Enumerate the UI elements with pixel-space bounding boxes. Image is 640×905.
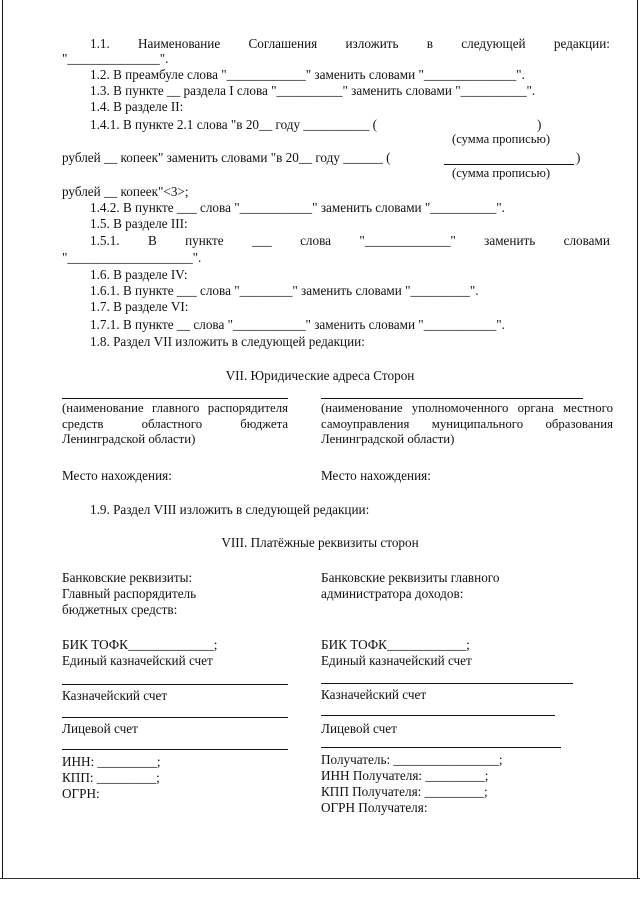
section-7-title: VII. Юридические адреса Сторон [225, 368, 415, 383]
word: В [147, 233, 157, 248]
right-header-line-1: Банковские реквизиты главного [321, 570, 500, 585]
left-ogrn: ОГРН: [62, 786, 100, 801]
word: в [426, 36, 434, 51]
right-header-line-2: администратора доходов: [321, 586, 464, 601]
left-personal-account-line [62, 749, 288, 750]
right-recipient-inn: ИНН Получателя: _________; [321, 768, 489, 783]
item-1-5-1 [90, 233, 610, 248]
left-kpp: КПП: _________; [62, 770, 160, 785]
item-1-6: 1.6. В разделе IV: [90, 267, 188, 282]
right-single-account-line [321, 683, 573, 684]
right-party-caption: (наименование уполномоченного органа местного самоуправления муниципального образования Ленинградской области) [321, 401, 613, 446]
word: словами [563, 233, 610, 248]
blank-line [444, 164, 574, 165]
page-border-bottom [0, 878, 640, 879]
right-single-account-label: Единый казначейский счет [321, 653, 472, 668]
item-1-8: 1.8. Раздел VII изложить в следующей редакции: [90, 334, 365, 349]
word: "_____________" [359, 233, 456, 248]
item-1-4: 1.4. В разделе II: [90, 99, 184, 114]
word: 1.1. [90, 36, 110, 51]
sum-in-words-1: (сумма прописью) [452, 132, 551, 146]
item-1-7: 1.7. В разделе VI: [90, 299, 189, 314]
right-personal-account-line [321, 747, 561, 748]
word: пункте [185, 233, 224, 248]
left-personal-account-label: Лицевой счет [62, 721, 138, 736]
item-1-4-1 [90, 117, 377, 132]
item-1-3: 1.3. В пункте __ раздела I слова "__________" заменить словами "__________". [90, 83, 536, 98]
word: заменить [484, 233, 536, 248]
left-header-line-3: бюджетных средств: [62, 602, 178, 617]
right-treasury-account-label: Казначейский счет [321, 687, 427, 702]
left-party-caption: (наименование главного распорядителя средств областного бюджета Ленинградской области) [62, 401, 288, 446]
word: следующей [461, 36, 526, 51]
left-header-line-1: Банковские реквизиты: [62, 570, 193, 585]
item-1-6-1: 1.6.1. В пункте ___ слова "________" заменить словами "_________". [90, 283, 479, 298]
word: слова [300, 233, 331, 248]
paren-close-2: ) [576, 150, 581, 165]
page-border-right [637, 0, 638, 878]
item-1-9: 1.9. Раздел VIII изложить в следующей редакции: [90, 502, 370, 517]
word: Соглашения [248, 36, 318, 51]
rubles-line-2: рублей __ копеек"<3>; [62, 184, 189, 199]
page-border-left [2, 0, 3, 878]
rubles-line-1: рублей __ копеек" заменить словами "в 20__ году ______ ( [62, 150, 391, 165]
item-1-4-1-text: 1.4.1. В пункте 2.1 слова "в 20__ году __________ ( [90, 117, 378, 132]
word: 1.5.1. [90, 233, 120, 248]
item-1-1 [90, 36, 610, 51]
right-bik: БИК ТОФК____________; [321, 637, 470, 652]
left-location-label: Место нахождения: [62, 468, 172, 483]
item-1-1-continuation: "______________". [62, 51, 169, 66]
left-inn: ИНН: _________; [62, 754, 161, 769]
item-1-5: 1.5. В разделе III: [90, 216, 188, 231]
word: редакции: [553, 36, 610, 51]
left-header-line-2: Главный распорядитель [62, 586, 197, 601]
right-recipient-ogrn: ОГРН Получателя: [321, 800, 428, 815]
left-single-account-line [62, 684, 288, 685]
item-1-2: 1.2. В преамбуле слова "____________" заменить словами "______________". [90, 67, 525, 82]
item-1-7-1: 1.7.1. В пункте __ слова "___________" заменить словами "___________". [90, 317, 505, 332]
left-treasury-account-label: Казначейский счет [62, 688, 168, 703]
item-1-4-2: 1.4.2. В пункте ___ слова "___________" заменить словами "__________". [90, 200, 505, 215]
right-treasury-account-line [321, 715, 555, 716]
paren-close-1: ) [537, 117, 542, 132]
right-recipient: Получатель: ________________; [321, 752, 503, 767]
word: ___ [251, 233, 272, 248]
left-treasury-account-line [62, 717, 288, 718]
left-name-line [62, 398, 288, 399]
left-bik: БИК ТОФК_____________; [62, 637, 218, 652]
left-single-account-label: Единый казначейский счет [62, 653, 213, 668]
right-name-line [321, 398, 583, 399]
item-1-5-1-continuation: "___________________". [62, 250, 202, 265]
right-location-label: Место нахождения: [321, 468, 431, 483]
sum-in-words-2: (сумма прописью) [452, 166, 551, 180]
word: изложить [345, 36, 399, 51]
word: Наименование [138, 36, 221, 51]
section-8-title: VIII. Платёжные реквизиты сторон [221, 535, 419, 550]
right-personal-account-label: Лицевой счет [321, 721, 397, 736]
right-recipient-kpp: КПП Получателя: _________; [321, 784, 488, 799]
